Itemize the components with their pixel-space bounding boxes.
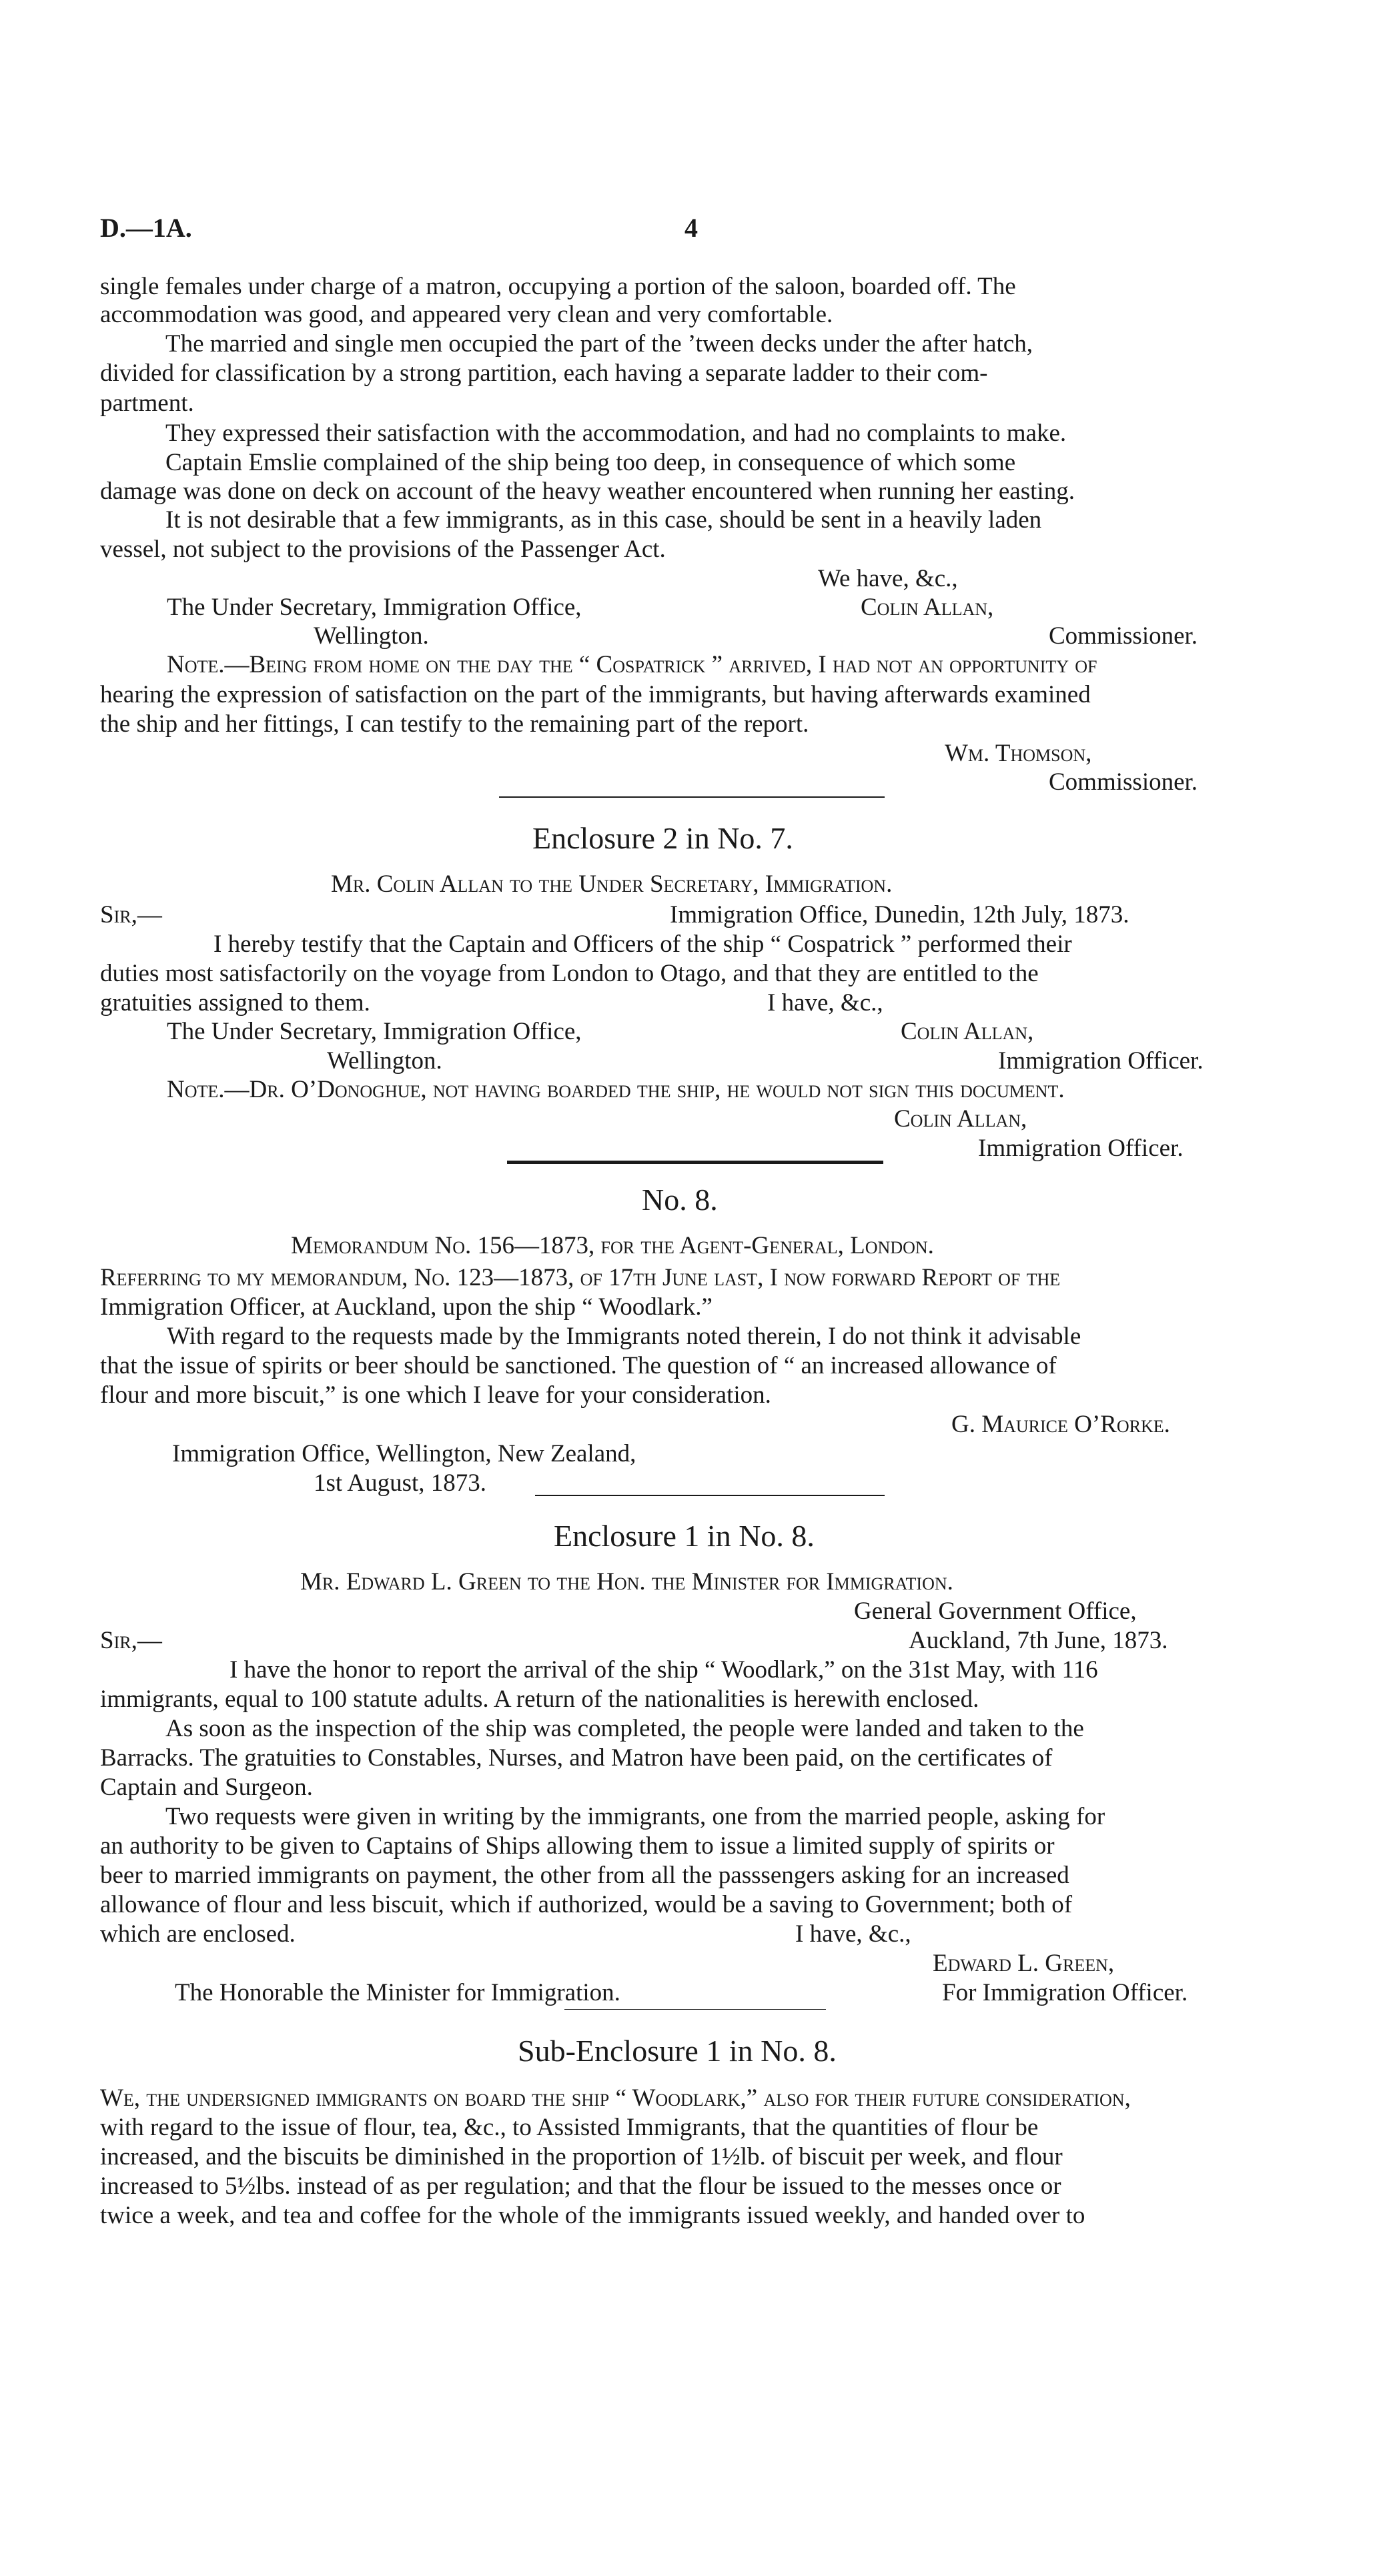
body-line: twice a week, and tea and coffee for the whole of the immigrants issued weekly, and handed over to xyxy=(100,2202,1085,2229)
body-line: Captain and Surgeon. xyxy=(100,1774,313,1801)
signer-name: Colin Allan, xyxy=(901,1018,1034,1045)
divider xyxy=(564,2009,826,2010)
body-line: As soon as the inspection of the ship was completed, the people were landed and taken to the xyxy=(165,1715,1084,1742)
note-line: Note.—Being from home on the day the “ Cospatrick ” arrived, I had not an opportunity of xyxy=(167,651,1097,678)
date: 1st August, 1873. xyxy=(314,1469,487,1497)
salutation: Sir,— xyxy=(100,1627,162,1654)
signer-title: Commissioner. xyxy=(1049,622,1198,650)
body-line: We, the undersigned immigrants on board the ship “ Woodlark,” also for their future consideration, xyxy=(100,2084,1131,2112)
body-line: Captain Emslie complained of the ship being too deep, in consequence of which some xyxy=(165,449,1016,476)
signer-name: Colin Allan, xyxy=(894,1105,1027,1133)
signer-name: G. Maurice O’Rorke. xyxy=(951,1411,1170,1438)
body-line: It is not desirable that a few immigrants, as in this case, should be sent in a heavily laden xyxy=(165,506,1042,534)
divider xyxy=(535,1495,885,1496)
divider xyxy=(499,796,885,798)
signer-name: Colin Allan, xyxy=(861,594,994,621)
section-subheading: Mr. Edward L. Green to the Hon. the Minister for Immigration. xyxy=(300,1568,953,1595)
address: General Government Office, xyxy=(854,1597,1137,1625)
section-heading: No. 8. xyxy=(642,1183,718,1217)
page-number: 4 xyxy=(684,213,698,243)
body-line: with regard to the issue of flour, tea, &c., to Assisted Immigrants, that the quantities of flour be xyxy=(100,2114,1039,2141)
addressee: Wellington. xyxy=(314,622,429,650)
body-line: allowance of flour and less biscuit, which if authorized, would be a saving to Government; both of xyxy=(100,1891,1073,1918)
body-line: Two requests were given in writing by the immigrants, one from the married people, asking for xyxy=(165,1803,1105,1830)
body-line: gratuities assigned to them. xyxy=(100,989,370,1017)
signer-name: Edward L. Green, xyxy=(933,1950,1115,1977)
body-line: immigrants, equal to 100 statute adults. A return of the nationalities is herewith enclosed. xyxy=(100,1686,979,1713)
body-line: increased, and the biscuits be diminished in the proportion of 1½lb. of biscuit per week, and flour xyxy=(100,2143,1063,2170)
body-line: which are enclosed. xyxy=(100,1920,296,1948)
closing: I have, &c., xyxy=(767,989,883,1017)
closing: I have, &c., xyxy=(795,1920,911,1948)
addressee: Wellington. xyxy=(327,1047,442,1075)
body-line: They expressed their satisfaction with the accommodation, and had no complaints to make. xyxy=(165,420,1067,447)
note-line: hearing the expression of satisfaction on the part of the immigrants, but having afterwards examined xyxy=(100,681,1091,708)
section-subheading: Memorandum No. 156—1873, for the Agent-General, London. xyxy=(291,1232,934,1259)
body-line: partment. xyxy=(100,390,194,417)
body-line: an authority to be given to Captains of Ships allowing them to issue a limited supply of spirits or xyxy=(100,1832,1055,1860)
body-line: With regard to the requests made by the Immigrants noted therein, I do not think it advisable xyxy=(167,1323,1081,1350)
signer-name: Wm. Thomson, xyxy=(945,740,1092,767)
place: Immigration Office, Wellington, New Zealand, xyxy=(172,1440,636,1467)
body-line: Barracks. The gratuities to Constables, Nurses, and Matron have been paid, on the certificates of xyxy=(100,1744,1053,1772)
body-line: Referring to my memorandum, No. 123—1873, of 17th June last, I now forward Report of the xyxy=(100,1264,1061,1291)
section-heading: Enclosure 1 in No. 8. xyxy=(554,1519,815,1553)
body-line: vessel, not subject to the provisions of the Passenger Act. xyxy=(100,536,666,563)
closing: We have, &c., xyxy=(818,565,958,592)
signer-title: For Immigration Officer. xyxy=(942,1979,1188,2006)
section-heading: Sub-Enclosure 1 in No. 8. xyxy=(518,2034,837,2068)
note-line: Note.—Dr. O’Donoghue, not having boarded the ship, he would not sign this document. xyxy=(167,1076,1065,1103)
signer-title: Immigration Officer. xyxy=(998,1047,1204,1075)
body-line: The married and single men occupied the part of the ’tween decks under the after hatch, xyxy=(165,330,1033,358)
section-heading: Enclosure 2 in No. 7. xyxy=(532,821,793,855)
body-line: I have the honor to report the arrival of the ship “ Woodlark,” on the 31st May, with 116 xyxy=(229,1656,1098,1684)
body-line: that the issue of spirits or beer should be sanctioned. The question of “ an increased allowance of xyxy=(100,1352,1057,1379)
address-date: Immigration Office, Dunedin, 12th July, 1873. xyxy=(670,901,1129,928)
signer-title: Immigration Officer. xyxy=(978,1135,1184,1162)
body-line: beer to married immigrants on payment, the other from all the passsengers asking for an increased xyxy=(100,1862,1069,1889)
body-line: single females under charge of a matron, occupying a portion of the saloon, boarded off. The xyxy=(100,273,1016,300)
body-line: I hereby testify that the Captain and Officers of the ship “ Cospatrick ” performed their xyxy=(213,930,1072,958)
addressee: The Under Secretary, Immigration Office, xyxy=(167,1018,582,1045)
page-header-left: D.—1A. xyxy=(100,213,192,243)
body-line: damage was done on deck on account of the heavy weather encountered when running her easting. xyxy=(100,478,1075,505)
body-line: Immigration Officer, at Auckland, upon the ship “ Woodlark.” xyxy=(100,1293,713,1321)
note-line: the ship and her fittings, I can testify to the remaining part of the report. xyxy=(100,710,809,738)
body-line: divided for classification by a strong partition, each having a separate ladder to their com- xyxy=(100,360,988,387)
addressee: The Under Secretary, Immigration Office, xyxy=(167,594,582,621)
signer-title: Commissioner. xyxy=(1049,768,1198,796)
body-line: duties most satisfactorily on the voyage from London to Otago, and that they are entitled to the xyxy=(100,960,1039,987)
salutation: Sir,— xyxy=(100,901,162,928)
body-line: increased to 5½lbs. instead of as per regulation; and that the flour be issued to the messes once or xyxy=(100,2172,1061,2200)
section-subheading: Mr. Colin Allan to the Under Secretary, Immigration. xyxy=(331,870,893,898)
addressee: The Honorable the Minister for Immigration. xyxy=(175,1979,620,2006)
body-line: flour and more biscuit,” is one which I leave for your consideration. xyxy=(100,1381,771,1409)
body-line: accommodation was good, and appeared very clean and very comfortable. xyxy=(100,301,833,328)
divider xyxy=(507,1161,883,1164)
address: Auckland, 7th June, 1873. xyxy=(909,1627,1168,1654)
